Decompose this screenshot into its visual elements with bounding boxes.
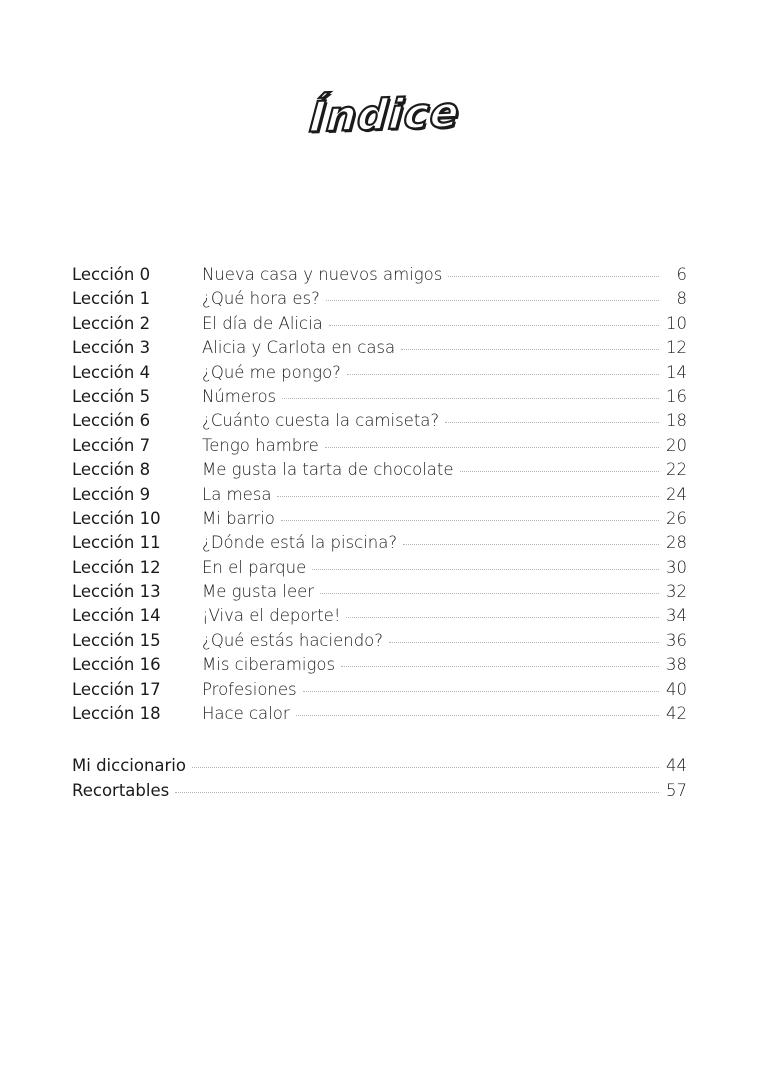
lesson-number: Lección 0 <box>72 265 151 284</box>
toc-row <box>72 558 687 582</box>
lesson-topic: Números <box>202 386 277 406</box>
toc-row <box>72 655 687 679</box>
lesson-topic: ¿Qué estás haciendo? <box>202 630 384 650</box>
lesson-number: Lección 4 <box>72 362 151 382</box>
toc-row <box>72 680 687 704</box>
dot-leader <box>296 715 659 716</box>
lesson-number: Lección 13 <box>72 582 161 602</box>
title-area <box>0 87 770 142</box>
page-number: 36 <box>666 630 687 650</box>
appendix-entries <box>72 756 687 806</box>
lesson-topic: La mesa <box>202 484 272 504</box>
lesson-topic: Hace calor <box>202 704 290 724</box>
lesson-number: Lección 18 <box>72 704 161 724</box>
toc-row <box>72 704 687 728</box>
page-number: 42 <box>666 704 687 724</box>
dot-leader <box>403 544 659 545</box>
dot-leader <box>281 520 659 521</box>
dot-leader <box>320 593 659 594</box>
page-number: 6 <box>676 265 687 284</box>
toc-row <box>72 460 687 484</box>
toc-row <box>72 631 687 655</box>
lesson-topic: ¿Cuánto cuesta la camiseta? <box>202 411 440 431</box>
lesson-number: Lección 3 <box>72 338 151 358</box>
lesson-topic: ¿Qué me pongo? <box>202 362 341 382</box>
lesson-number: Lección 9 <box>72 484 151 504</box>
section-title: Recortables <box>72 781 170 800</box>
toc-row <box>72 533 687 557</box>
page-number: 38 <box>666 655 687 675</box>
toc-row <box>72 265 687 289</box>
page-number: 57 <box>666 781 687 800</box>
lesson-number: Lección 16 <box>72 655 161 675</box>
dot-leader <box>312 569 659 570</box>
page-number: 28 <box>666 533 687 553</box>
toc-row <box>72 338 687 362</box>
dot-leader <box>389 642 659 643</box>
lesson-number: Lección 11 <box>72 533 161 553</box>
lesson-topic: Nueva casa y nuevos amigos <box>202 265 443 284</box>
page-number: 32 <box>666 582 687 602</box>
dot-leader <box>347 374 659 375</box>
toc-row <box>72 436 687 460</box>
dot-leader <box>192 767 659 768</box>
dot-leader <box>326 300 659 301</box>
lesson-topic: En el parque <box>202 557 307 577</box>
lesson-number: Lección 1 <box>72 289 151 309</box>
lesson-number: Lección 7 <box>72 435 151 455</box>
lesson-number: Lección 17 <box>72 679 161 699</box>
page-number: 34 <box>666 606 687 626</box>
page-number: 24 <box>666 484 687 504</box>
page-number: 12 <box>666 338 687 358</box>
lesson-topic: Mi barrio <box>202 508 275 528</box>
dot-leader <box>448 276 659 277</box>
page-number: 44 <box>666 756 687 775</box>
dot-leader <box>175 792 659 793</box>
lesson-number: Lección 14 <box>72 606 161 626</box>
lesson-number: Lección 6 <box>72 411 151 431</box>
lesson-topic: Me gusta leer <box>202 582 315 602</box>
page-number: 40 <box>666 679 687 699</box>
lesson-topic: El día de Alicia <box>202 313 323 333</box>
page-number: 26 <box>666 508 687 528</box>
lesson-topic: Profesiones <box>202 679 297 699</box>
toc-row <box>72 781 687 806</box>
lesson-topic: ¿Qué hora es? <box>202 289 320 309</box>
lesson-number: Lección 12 <box>72 557 161 577</box>
page-number: 14 <box>666 362 687 382</box>
table-of-contents <box>72 265 687 728</box>
page-number: 22 <box>666 460 687 480</box>
toc-row <box>72 289 687 313</box>
toc-row <box>72 606 687 630</box>
dot-leader <box>401 349 659 350</box>
lesson-number: Lección 15 <box>72 630 161 650</box>
page-number: 30 <box>666 557 687 577</box>
lesson-topic: Alicia y Carlota en casa <box>202 338 396 358</box>
page-title: Índice <box>308 87 462 142</box>
dot-leader <box>303 691 659 692</box>
section-title: Mi diccionario <box>72 756 186 775</box>
dot-leader <box>282 398 659 399</box>
toc-row <box>72 411 687 435</box>
toc-row <box>72 363 687 387</box>
page-number: 8 <box>676 289 687 309</box>
lesson-number: Lección 2 <box>72 313 151 333</box>
toc-row <box>72 509 687 533</box>
page-number: 20 <box>666 435 687 455</box>
toc-row <box>72 387 687 411</box>
dot-leader <box>346 617 659 618</box>
page-number: 18 <box>666 411 687 431</box>
lesson-topic: Mis ciberamigos <box>202 655 336 675</box>
toc-row <box>72 756 687 781</box>
lesson-topic: Me gusta la tarta de chocolate <box>202 460 454 480</box>
dot-leader <box>325 447 659 448</box>
lesson-topic: Tengo hambre <box>202 435 319 455</box>
toc-row <box>72 582 687 606</box>
page-number: 10 <box>666 313 687 333</box>
dot-leader <box>341 666 659 667</box>
dot-leader <box>277 496 659 497</box>
lesson-number: Lección 5 <box>72 386 151 406</box>
toc-row <box>72 485 687 509</box>
lesson-number: Lección 10 <box>72 508 161 528</box>
lesson-topic: ¡Viva el deporte! <box>202 606 341 626</box>
dot-leader <box>460 471 659 472</box>
toc-row <box>72 314 687 338</box>
page-number: 16 <box>666 386 687 406</box>
dot-leader <box>445 422 659 423</box>
lesson-topic: ¿Dónde está la piscina? <box>202 533 398 553</box>
lesson-number: Lección 8 <box>72 460 151 480</box>
dot-leader <box>329 325 659 326</box>
